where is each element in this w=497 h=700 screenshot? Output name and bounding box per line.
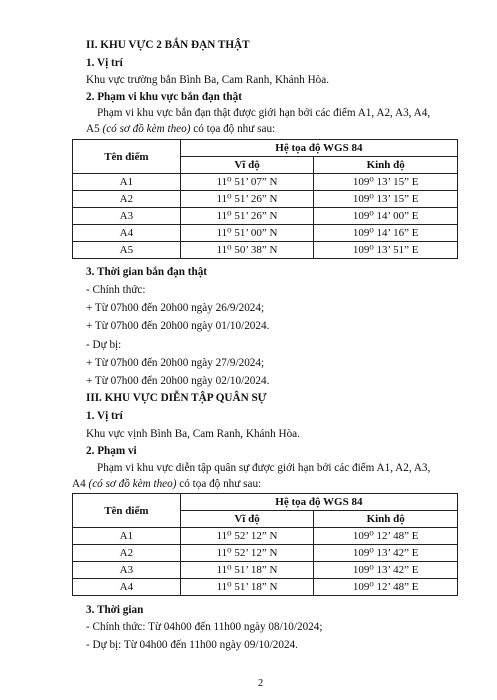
cell-lon: 109⁰ 13’ 51” E — [314, 242, 458, 259]
official-item-2: + Từ 07h00 đến 20h00 ngày 01/10/2024. — [86, 320, 270, 332]
scope-prefix: A4 — [72, 478, 86, 490]
cell-lat: 11⁰ 50’ 38” N — [180, 242, 314, 259]
scope-italic-note: (có sơ đồ kèm theo) — [88, 478, 177, 490]
cell-lon: 109⁰ 13’ 42” E — [314, 562, 458, 579]
section-2-scope-heading: 2. Phạm vi khu vực bắn đạn thật — [86, 91, 242, 103]
table-row — [73, 208, 458, 225]
cell-lon: 109⁰ 13’ 15” E — [314, 174, 458, 191]
cell-point: A5 — [73, 242, 181, 259]
section-3-location-heading: 1. Vị trí — [86, 410, 123, 422]
cell-lat: 11⁰ 51’ 26” N — [180, 208, 314, 225]
backup-item-2: + Từ 07h00 đến 20h00 ngày 02/10/2024. — [86, 375, 270, 387]
table-row — [73, 225, 458, 242]
cell-point: A2 — [73, 545, 181, 562]
cell-lat: 11⁰ 51’ 18” N — [180, 562, 314, 579]
cell-point: A3 — [73, 208, 181, 225]
section-2-location-text: Khu vực trường bắn Bình Ba, Cam Ranh, Khánh Hòa. — [86, 74, 330, 86]
cell-point: A3 — [73, 562, 181, 579]
cell-lat: 11⁰ 51’ 18” N — [180, 579, 314, 596]
coordinates-table-section-3 — [72, 493, 458, 596]
section-2-scope-text-1: Phạm vi khu vực bắn đạn thật được giới hạn bởi các điểm A1, A2, A3, A4, — [97, 107, 431, 119]
table-row — [73, 562, 458, 579]
section-2-heading: II. KHU VỰC 2 BẮN ĐẠN THẬT — [86, 39, 250, 51]
cell-lat: 11⁰ 52’ 12” N — [180, 528, 314, 545]
section-3-backup: - Dự bị: Từ 04h00 đến 11h00 ngày 09/10/2024. — [86, 639, 298, 651]
section-2-location-heading: 1. Vị trí — [86, 57, 123, 69]
section-3-scope-text-2 — [72, 477, 261, 491]
scope-prefix: A5 — [86, 123, 100, 135]
scope-suffix: có tọa độ như sau: — [179, 478, 262, 490]
table-row — [73, 191, 458, 208]
scope-suffix: có tọa độ như sau: — [193, 123, 276, 135]
cell-lon: 109⁰ 14’ 16” E — [314, 225, 458, 242]
section-3-scope-heading: 2. Phạm vi — [86, 445, 137, 457]
official-label: - Chính thức: — [86, 284, 146, 296]
cell-point: A4 — [73, 225, 181, 242]
cell-lon: 109⁰ 12’ 48” E — [314, 579, 458, 596]
backup-label: - Dự bị: — [86, 339, 122, 351]
official-item-1: + Từ 07h00 đến 20h00 ngày 26/9/2024; — [86, 302, 265, 314]
backup-item-1: + Từ 07h00 đến 20h00 ngày 27/9/2024; — [86, 357, 265, 369]
cell-point: A4 — [73, 579, 181, 596]
table-row — [73, 579, 458, 596]
section-2-time-heading: 3. Thời gian bắn đạn thật — [86, 266, 208, 278]
section-3-official: - Chính thức: Từ 04h00 đến 11h00 ngày 08/10/2024; — [86, 621, 323, 633]
column-header-system: Hệ tọa độ WGS 84 — [180, 494, 457, 511]
table-row — [73, 242, 458, 259]
cell-lon: 109⁰ 14’ 00” E — [314, 208, 458, 225]
cell-lon: 109⁰ 12’ 48” E — [314, 528, 458, 545]
table-row — [73, 174, 458, 191]
section-3-time-heading: 3. Thời gian — [86, 604, 144, 616]
scope-italic-note: (có sơ đồ kèm theo) — [102, 123, 191, 135]
section-3-location-text: Khu vực vịnh Bình Ba, Cam Ranh, Khánh Hòa. — [86, 428, 300, 440]
column-header-lat: Vĩ độ — [180, 157, 314, 174]
column-header-point: Tên điểm — [73, 140, 181, 174]
column-header-system: Hệ tọa độ WGS 84 — [180, 140, 457, 157]
section-3-scope-text-1: Phạm vi khu vực diễn tập quân sự được giới hạn bởi các điểm A1, A2, A3, — [97, 462, 431, 474]
column-header-lat: Vĩ độ — [180, 511, 314, 528]
section-2-scope-text-2 — [86, 122, 275, 136]
cell-lat: 11⁰ 52’ 12” N — [180, 545, 314, 562]
cell-lon: 109⁰ 13’ 42” E — [314, 545, 458, 562]
cell-lat: 11⁰ 51’ 00” N — [180, 225, 314, 242]
column-header-lon: Kinh độ — [314, 157, 458, 174]
page-number: 2 — [258, 678, 264, 689]
cell-point: A2 — [73, 191, 181, 208]
cell-lon: 109⁰ 13’ 15” E — [314, 191, 458, 208]
column-header-lon: Kinh độ — [314, 511, 458, 528]
cell-lat: 11⁰ 51’ 07” N — [180, 174, 314, 191]
table-row — [73, 545, 458, 562]
cell-lat: 11⁰ 51’ 26” N — [180, 191, 314, 208]
cell-point: A1 — [73, 528, 181, 545]
section-3-heading: III. KHU VỰC DIỄN TẬP QUÂN SỰ — [86, 392, 267, 404]
table-row — [73, 528, 458, 545]
column-header-point: Tên điểm — [73, 494, 181, 528]
coordinates-table-section-2 — [72, 139, 458, 259]
cell-point: A1 — [73, 174, 181, 191]
